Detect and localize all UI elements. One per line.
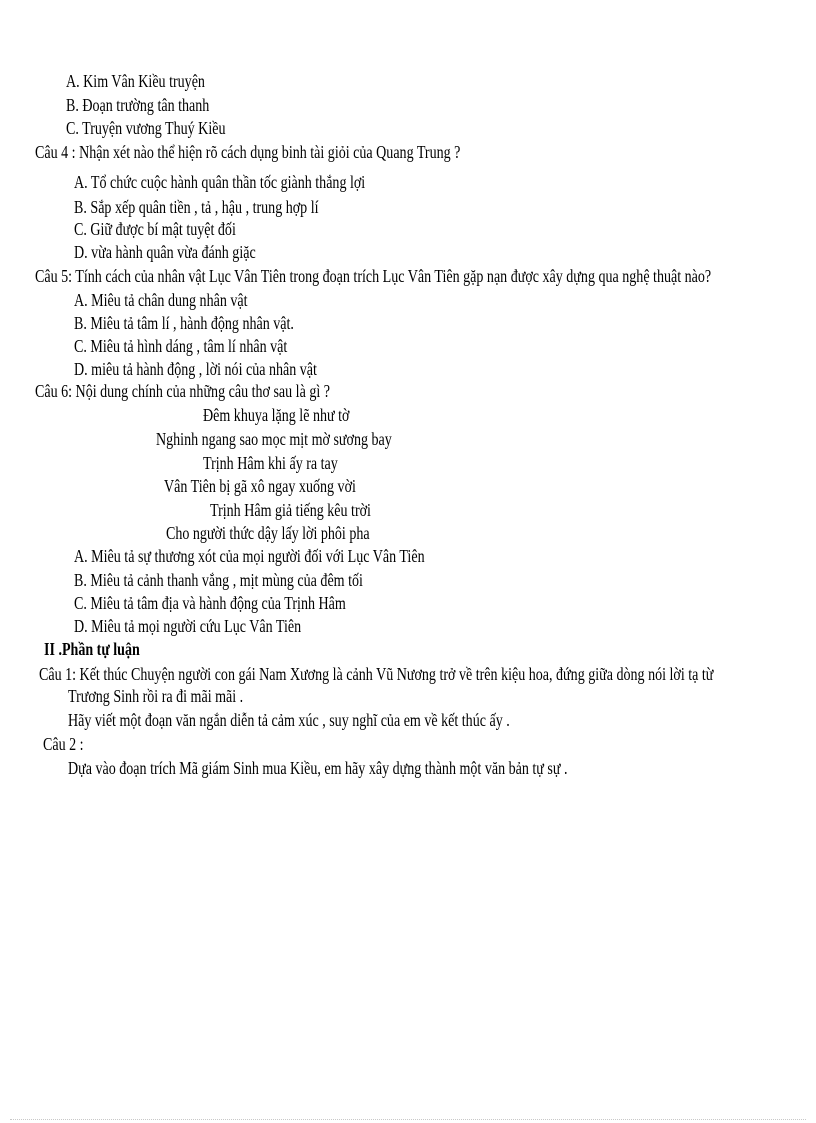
option-c-line: C. Truyện vương Thuý Kiều bbox=[66, 118, 226, 138]
option-b-line: B. Đoạn trường tân thanh bbox=[66, 95, 210, 115]
question-5: Câu 5: Tính cách của nhân vật Lục Vân Tiên trong đoạn trích Lục Vân Tiên gặp nạn được xây dựng qua nghệ thuật nào? bbox=[35, 266, 712, 286]
q4-option-c: C. Giữ được bí mật tuyệt đối bbox=[74, 219, 236, 239]
poem-line-2: Nghinh ngang sao mọc mịt mờ sương bay bbox=[156, 429, 392, 449]
q6-option-c: C. Miêu tả tâm địa và hành động của Trịnh Hâm bbox=[74, 593, 346, 613]
essay-question-1-cont: Trương Sinh rồi ra đi mãi mãi . bbox=[68, 686, 244, 706]
page-bottom-divider bbox=[10, 1119, 806, 1120]
q4-option-d: D. vừa hành quân vừa đánh giặc bbox=[74, 242, 256, 262]
poem-line-5: Trịnh Hâm giả tiếng kêu trời bbox=[210, 500, 371, 520]
q4-option-a: A. Tổ chức cuộc hành quân thần tốc giành thắng lợi bbox=[74, 172, 366, 192]
question-6: Câu 6: Nội dung chính của những câu thơ sau là gì ? bbox=[35, 381, 330, 401]
essay-question-1: Câu 1: Kết thúc Chuyện người con gái Nam Xương là cảnh Vũ Nương trở về trên kiệu hoa, đứng giữa dòng nói lời tạ từ bbox=[39, 664, 714, 684]
poem-line-6: Cho người thức dậy lấy lời phôi pha bbox=[166, 523, 370, 543]
poem-line-1: Đêm khuya lặng lẽ như tờ bbox=[203, 405, 350, 425]
q6-option-a: A. Miêu tả sự thương xót của mọi người đối với Lục Vân Tiên bbox=[74, 546, 425, 566]
section-heading: II .Phần tự luận bbox=[44, 639, 140, 659]
q5-option-b: B. Miêu tả tâm lí , hành động nhân vật. bbox=[74, 313, 294, 333]
question-4: Câu 4 : Nhận xét nào thể hiện rõ cách dụng binh tài giỏi của Quang Trung ? bbox=[35, 142, 461, 162]
q5-option-c: C. Miêu tả hình dáng , tâm lí nhân vật bbox=[74, 336, 288, 356]
q4-option-b: B. Sắp xếp quân tiền , tả , hậu , trung hợp lí bbox=[74, 197, 319, 217]
q5-option-d: D. miêu tả hành động , lời nói của nhân vật bbox=[74, 359, 317, 379]
q6-option-d: D. Miêu tả mọi người cứu Lục Vân Tiên bbox=[74, 616, 302, 636]
q5-option-a: A. Miêu tả chân dung nhân vật bbox=[74, 290, 248, 310]
poem-line-3: Trịnh Hâm khi ấy ra tay bbox=[203, 453, 338, 473]
essay-question-2: Câu 2 : bbox=[43, 734, 84, 754]
essay-question-2-task: Dựa vào đoạn trích Mã giám Sinh mua Kiều, em hãy xây dựng thành một văn bản tự sự . bbox=[68, 758, 568, 778]
option-a-line: A. Kim Vân Kiều truyện bbox=[66, 71, 205, 91]
poem-line-4: Vân Tiên bị gã xô ngay xuống vời bbox=[164, 476, 356, 496]
essay-question-1-task: Hãy viết một đoạn văn ngắn diễn tả cảm xúc , suy nghĩ của em về kết thúc ấy . bbox=[68, 710, 510, 730]
q6-option-b: B. Miêu tả cảnh thanh vắng , mịt mùng của đêm tối bbox=[74, 570, 363, 590]
